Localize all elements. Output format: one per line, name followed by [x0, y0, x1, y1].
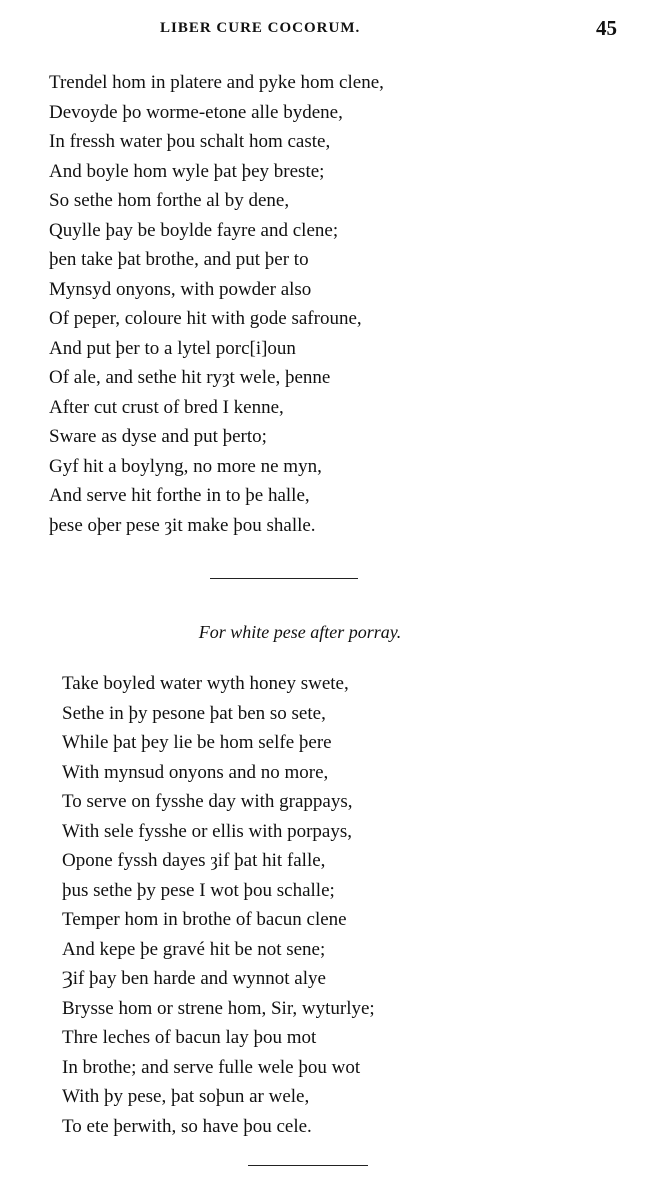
verse-line: Take boyled water wyth honey swete, [62, 673, 349, 694]
verse-line: Sware as dyse and put þerto; [49, 426, 267, 447]
verse-line: And kepe þe gravé hit be not sene; [62, 938, 326, 960]
verse-line: And boyle hom wyle þat þey breste; [49, 160, 325, 182]
verse-line: Brysse hom or strene hom, Sir, wyturlye; [62, 997, 375, 1019]
verse-line: After cut crust of bred I kenne, [49, 396, 284, 418]
verse-line: Of peper, coloure hit with gode safroune, [49, 308, 362, 329]
verse-line: þus sethe þy pese I wot þou schalle; [62, 879, 335, 901]
recipe-title: For white pese after porray. [198, 622, 402, 642]
verse-line: While þat þey lie be hom selfe þere [62, 732, 332, 753]
verse-line: To serve on fysshe day with grappays, [62, 791, 353, 812]
verse-line: Ȝif þay ben harde and wynnot alye [62, 968, 326, 989]
verse-line: To ete þerwith, so have þou cele. [62, 1115, 312, 1137]
page-number: 45 [596, 16, 617, 40]
verse-line: Mynsyd onyons, with powder also [49, 278, 312, 300]
verse-line: Temper hom in brothe of bacun clene [62, 909, 347, 930]
verse-line: Gyf hit a boylyng, no more ne myn, [49, 455, 322, 477]
verse-line: Quylle þay be boylde fayre and clene; [49, 219, 339, 241]
verse-line: With sele fysshe or ellis with porpays, [62, 820, 352, 842]
verse-line: Trendel hom in platere and pyke hom clene, [49, 72, 384, 93]
verse-line: In fressh water þou schalt hom caste, [49, 131, 331, 152]
verse-line: Devoyde þo worme-etone alle bydene, [49, 101, 343, 123]
section-divider [248, 1165, 368, 1166]
section-divider [210, 578, 358, 579]
verse-line: And serve hit forthe in to þe halle, [49, 485, 310, 506]
verse-line: With þy pese, þat soþun ar wele, [62, 1086, 310, 1107]
verse-line: Sethe in þy pesone þat ben so sete, [62, 702, 326, 724]
verse-line: þese oþer pese ȝit make þou shalle. [49, 514, 316, 536]
verse-block-2 [62, 669, 375, 1141]
verse-line: Opone fyssh dayes ȝif þat hit falle, [62, 850, 326, 871]
verse-line: So sethe hom forthe al by dene, [49, 190, 290, 211]
verse-line: Of ale, and sethe hit ryȝt wele, þenne [49, 367, 331, 388]
verse-line: With mynsud onyons and no more, [62, 761, 329, 783]
verse-line: Thre leches of bacun lay þou mot [62, 1027, 317, 1048]
verse-line: And put þer to a lytel porc[i]oun [49, 337, 296, 359]
verse-line: In brothe; and serve fulle wele þou wot [62, 1056, 361, 1078]
verse-line: þen take þat brothe, and put þer to [49, 249, 309, 270]
running-head: LIBER CURE COCORUM. [160, 20, 361, 36]
verse-block-1 [49, 68, 384, 540]
